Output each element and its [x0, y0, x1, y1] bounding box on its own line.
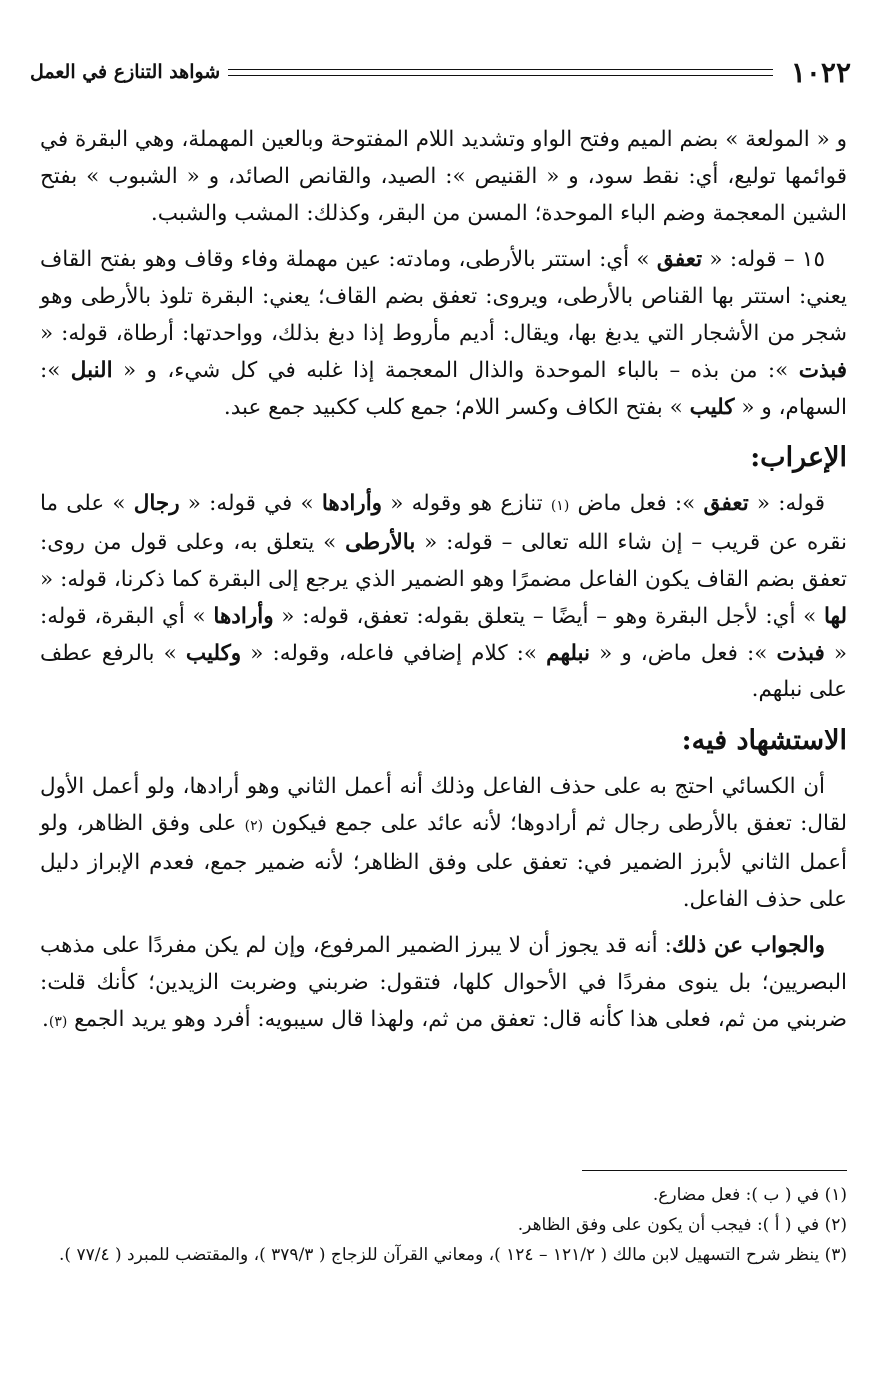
keyword-fabadhat: فبذت [798, 357, 847, 383]
footnote-3: (٣) ينظر شرح التسهيل لابن مالك ( ١٢١/٢ – ١٢٤ )، ومعاني القرآن للزجاج ( ٣٧٩/٣ )، والمقتضب للمبرد ( ٧٧/٤ ). [59, 1245, 847, 1265]
footnote-ref-3[interactable]: (٣) [48, 1013, 68, 1030]
section-heading-i3rab: الإعراب: [750, 442, 847, 474]
footnote-1: (١) في ( ب ): فعل مضارع. [652, 1185, 847, 1205]
section-heading-istishhad: الاستشهاد فيه: [681, 725, 847, 757]
keyword-ta3affaq: تعفق [656, 247, 703, 273]
footnotes [40, 1180, 847, 1270]
paragraph-verse-15-commentary: ١٥ – قوله: « تعفق » أي: استتر بالأرطى، ومادته: عين مهملة وفاء وقاف وهو بفتح القاف يعني: استتر بها القناص بالأرطى، ويروى: تعفق بضم القاف؛ يعني: البقرة تلوذ بالأرطى وهو شجر من الأشجار التي يدبغ بها، ويقال: أديم مأروط إذا دبغ بذلك، وواحدتها: أرطاة، قوله: « فبذت »: من بذه – بالباء الموحدة والذال المعجمة إذا غلبه في كل شيء، و « النبل »: السهام، و « كليب » بفتح الكاف وكسر اللام؛ جمع كلب ككبيد جمع عبد. [40, 247, 847, 420]
keyword-kulayb: كليب [689, 394, 735, 420]
footnote-ref-1[interactable]: (١) [550, 498, 570, 515]
paragraph-vocabulary: و « المولعة » بضم الميم وفتح الواو وتشديد اللام المفتوحة وبالعين المهملة، وهي البقرة في قوائمها توليع، أي: نقط سود، و « القنيص »: الصيد، والقانص الصائد، و « الشبوب » بفتح الشين المعجمة وضم الباء الموحدة؛ المسن من البقر، وكذلك: المشب والشبب. [40, 127, 847, 226]
running-header [30, 52, 851, 92]
paragraph-i3rab: قوله: « تعفق »: فعل ماض (١) تنازع هو وقوله « وأرادها » في قوله: « رجال » على ما نقره عن قريب – إن شاء الله تعالى – قوله: « بالأرطى » يتعلق به، وعلى قول من روى: تعفق بضم القاف يكون الفاعل مضمرًا وهو الضمير الذي يرجع إلى البقرة كما ذكرنا، قوله: « لها » أي: لأجل البقرة وهو – أيضًا – يتعلق بقوله: تعفق، قوله: « وأرادها » أي البقرة، قوله: « فبذت »: فعل ماض، و « نبلهم »: كلام إضافي فاعله، وقوله: « وكليب » بالرفع عطف على نبلهم. [40, 491, 848, 703]
page-number: ١٠٢٢ [790, 55, 851, 89]
keyword-annabl: النبل [70, 357, 113, 383]
header-double-rule [228, 69, 773, 76]
footnote-separator [582, 1170, 847, 1171]
footnote-ref-2[interactable]: (٢) [244, 817, 264, 834]
main-text [40, 122, 847, 1051]
running-title: شواهد التنازع في العمل [30, 61, 221, 83]
footnote-2: (٢) في ( أ ): فيجب أن يكون على وفق الظاهر. [517, 1215, 847, 1235]
answer-label: والجواب عن ذلك [671, 933, 825, 959]
paragraph-istishhad: أن الكسائي احتج به على حذف الفاعل وذلك أنه أعمل الثاني وهو أرادها، ولو أعمل الأول لقال: تعفق بالأرطى رجال ثم أرادوها؛ لأنه عائد على جمع فيكون (٢) على وفق الظاهر، ولو أعمل الثاني لأبرز الضمير في: تعفق على وفق الظاهر؛ لأنه ضمير جمع، فعدم الإبراز دليل على حذف الفاعل. [40, 774, 847, 912]
paragraph-answer: والجواب عن ذلك: أنه قد يجوز أن لا يبرز الضمير المرفوع، وإن لم يكن مفردًا على مذهب البصريين؛ بل ينوى مفردًا في الأحوال كلها، فتقول: ضربني وضربت الزيدين؛ كأنك قلت: ضربني من ثم، فعلى هذا كأنه قال: تعفق من ثم، ولهذا قال سيبويه: أفرد وهو يريد الجمع (٣). [40, 933, 847, 1032]
